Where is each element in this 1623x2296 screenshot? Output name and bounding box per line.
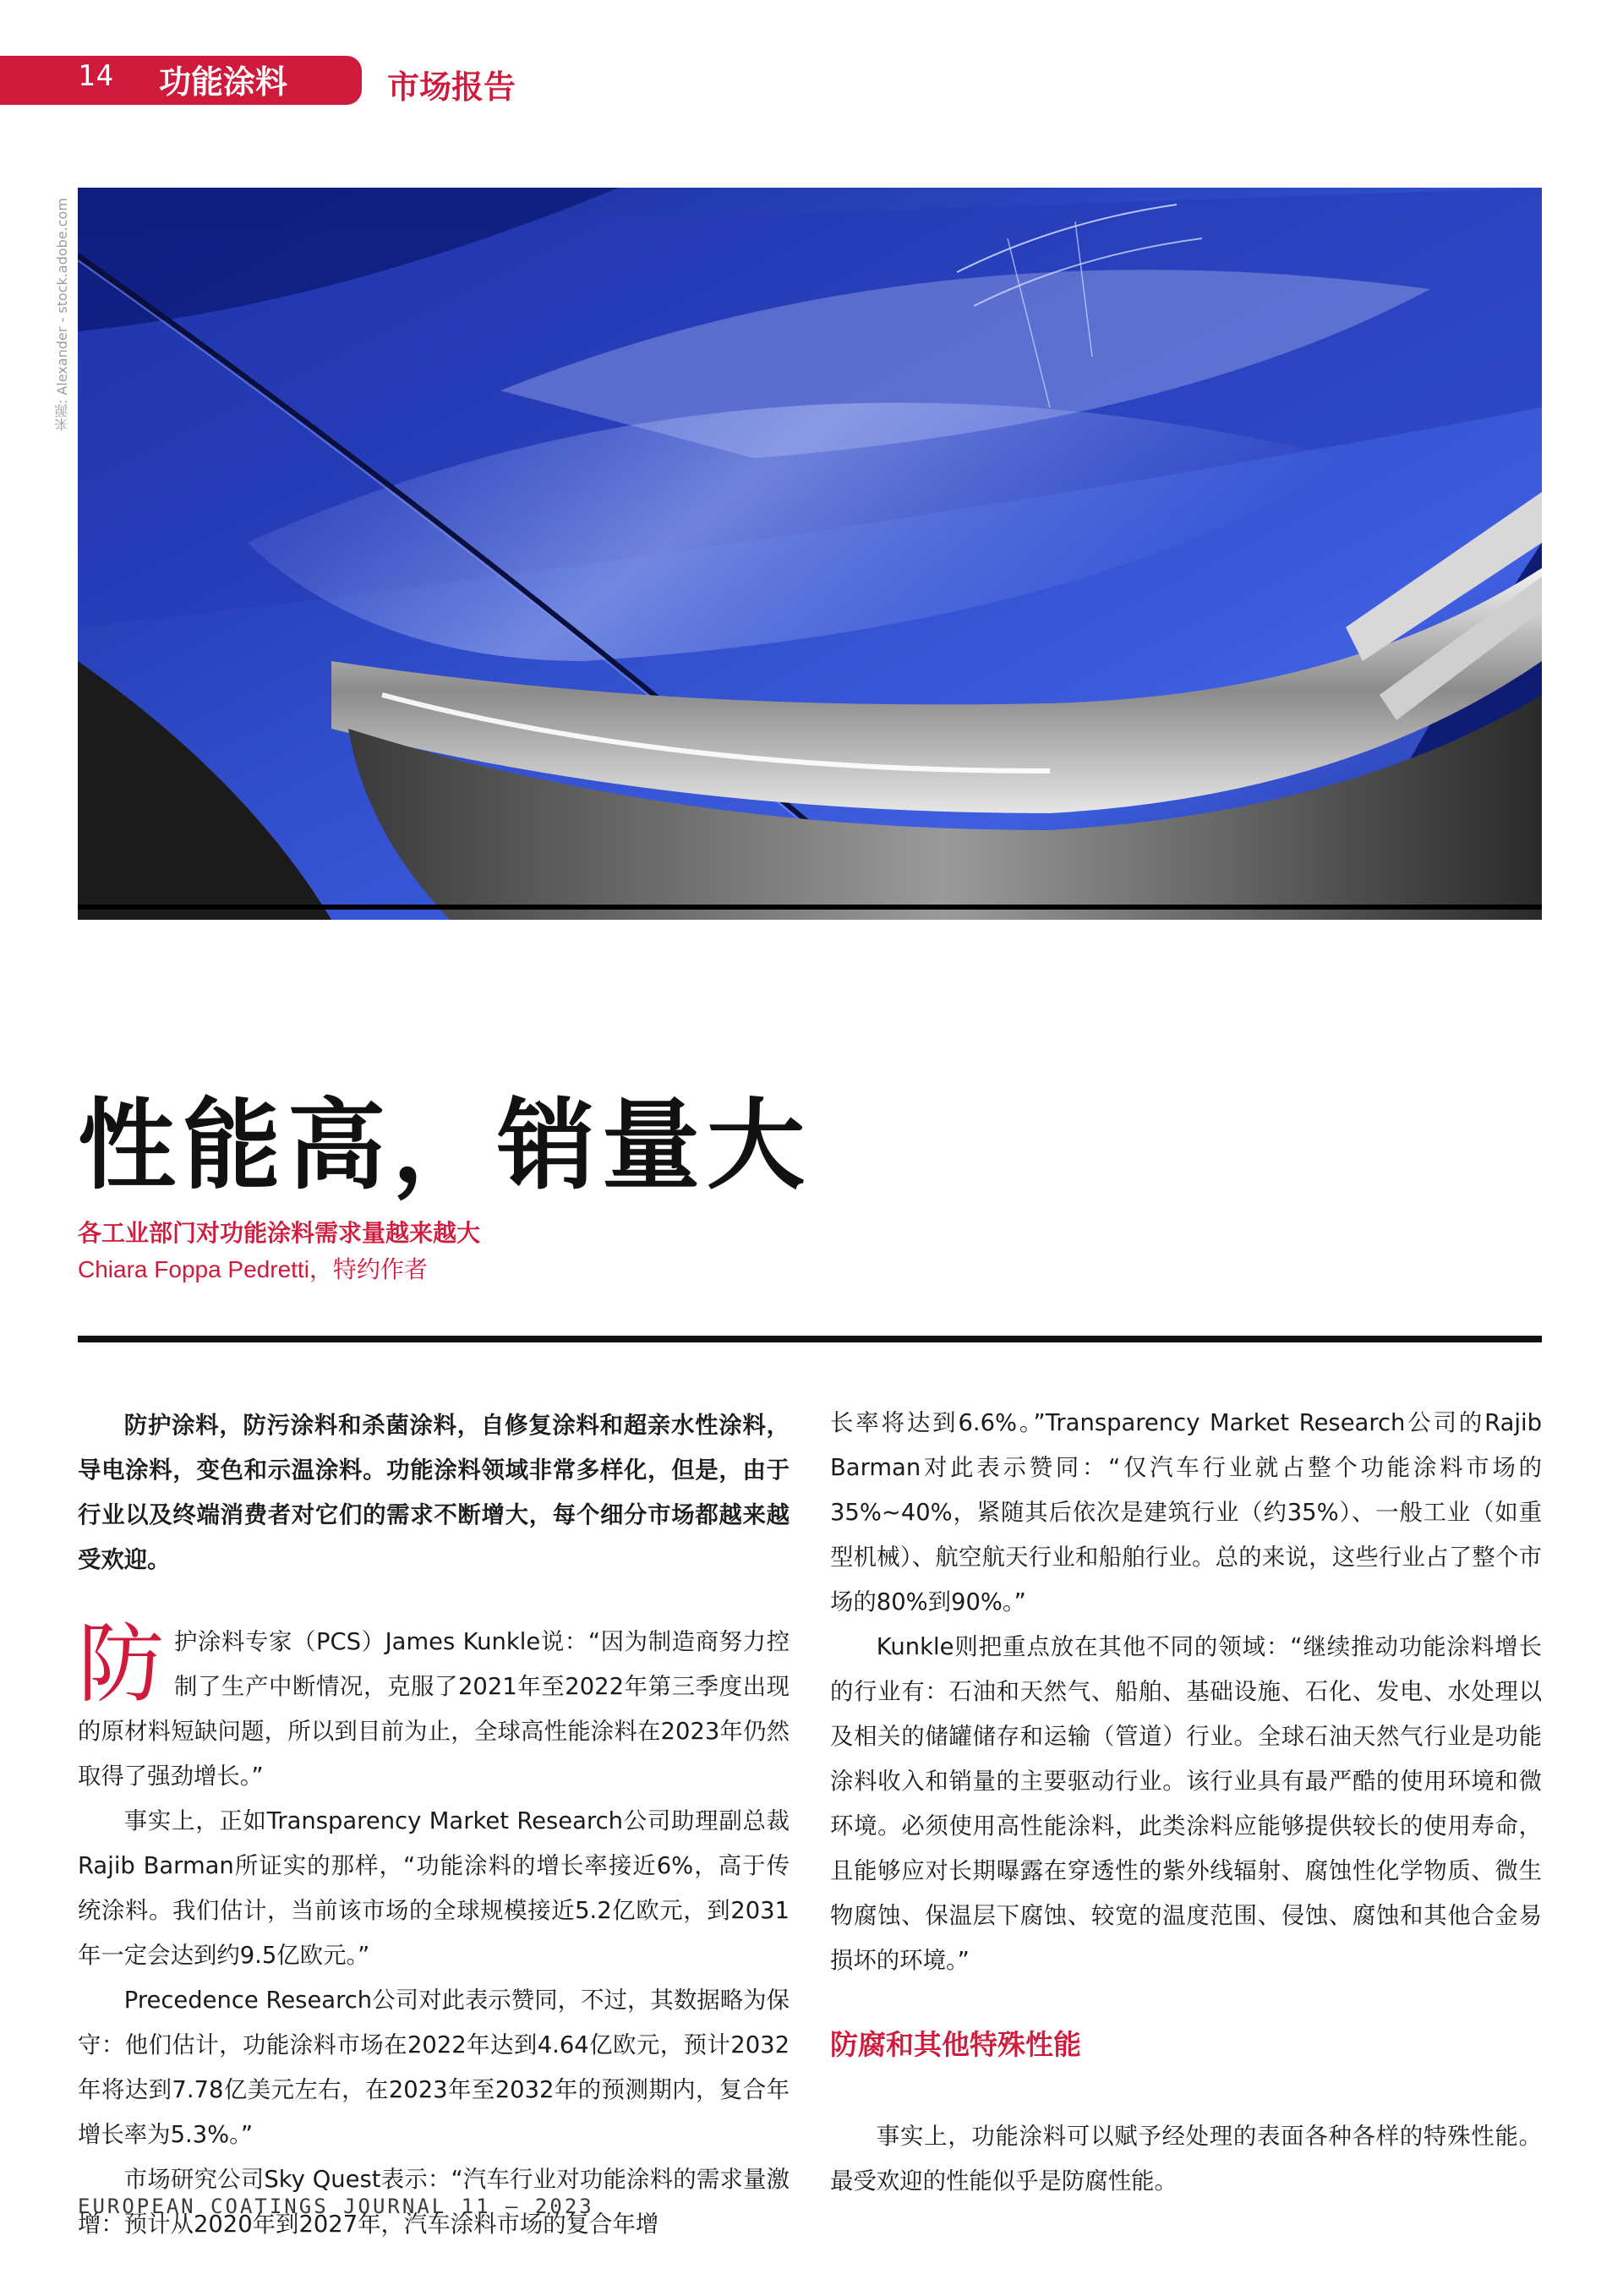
section-subhead: 防腐和其他特殊性能 <box>830 2028 1081 2061</box>
body-paragraph: 事实上，功能涂料可以赋予经处理的表面各种各样的特殊性能。最受欢迎的性能似乎是防腐性能。 <box>830 2124 1542 2195</box>
body-column-right <box>830 1401 1542 2204</box>
drop-cap: 防 <box>78 1615 164 1715</box>
body-column-left <box>78 1403 790 2247</box>
body-paragraph: 市场研究公司Sky Quest表示：“汽车行业对功能涂料的需求量激增：预计从2020年到2027年，汽车涂料市场的复合年增 <box>78 2167 790 2238</box>
body-paragraph: Kunkle则把重点放在其他不同的领域：“继续推动功能涂料增长的行业有：石油和天然气、船舶、基础设施、石化、发电、水处理以及相关的储罐储存和运输（管道）行业。全球石油天然气行业是功能涂料收入和销量的主要驱动行业。该行业具有最严酷的使用环境和微环境。必须使用高性能涂料，此类涂料应能够提供较长的使用寿命，且能够应对长期曝露在穿透性的紫外线辐射、腐蚀性化学物质、微生物腐蚀、保温层下腐蚀、较宽的温度范围、侵蚀、腐蚀和其他合金易损坏的环境。” <box>830 1634 1542 1974</box>
car-hood-illustration <box>78 188 1542 920</box>
body-paragraph: 事实上，正如Transparency Market Research公司助理副总裁Rajib Barman所证实的那样，“功能涂料的增长率接近6%，高于传统涂料。我们估计，当前该市场的全球规模接近5.2亿欧元，到2031年一定会达到约9.5亿欧元。” <box>78 1808 790 1969</box>
article-title: 性能高，销量大 <box>78 1089 812 1203</box>
section-title: 功能涂料 <box>159 63 288 101</box>
body-paragraph: Precedence Research公司对此表示赞同，不过，其数据略为保守：他们估计，功能涂料市场在2022年达到4.64亿欧元，预计2032年将达到7.78亿美元左右，在2023年至2032年的预测期内，复合年增长率为5.3%。” <box>78 1987 790 2148</box>
photo-credit: 来源: Alexander - stock.adobe.com <box>54 198 70 431</box>
hero-image <box>78 188 1542 920</box>
article-deck: 各工业部门对功能涂料需求量越来越大 <box>78 1219 481 1247</box>
category-label: 市场报告 <box>387 68 516 106</box>
lead-paragraph: 防护涂料，防污涂料和杀菌涂料，自修复涂料和超亲水性涂料，导电涂料，变色和示温涂料。功能涂料领域非常多样化，但是，由于行业以及终端消费者对它们的需求不断增大，每个细分市场都越来越受欢迎。 <box>78 1413 790 1573</box>
title-divider <box>78 1336 1542 1342</box>
body-paragraph: 长率将达到6.6%。”Transparency Market Research公司的Rajib Barman对此表示赞同：“仅汽车行业就占整个功能涂料市场的35%~40%，紧随其后依次是建筑行业（约35%）、一般工业（如重型机械）、航空航天行业和船舶行业。总的来说，这些行业占了整个市场的80%到90%。” <box>830 1410 1542 1615</box>
journal-footer: EUROPEAN COATINGS JOURNAL 11 – 2023 <box>78 2195 594 2218</box>
body-paragraph: 防护涂料专家（PCS）James Kunkle说：“因为制造商努力控制了生产中断情况，克服了2021年至2022年第三季度出现的原材料短缺问题，所以到目前为止，全球高性能涂料在2023年仍然取得了强劲增长。” <box>78 1615 790 1790</box>
article-byline: Chiara Foppa Pedretti，特约作者 <box>78 1256 428 1282</box>
page-number: 14 <box>78 59 114 93</box>
